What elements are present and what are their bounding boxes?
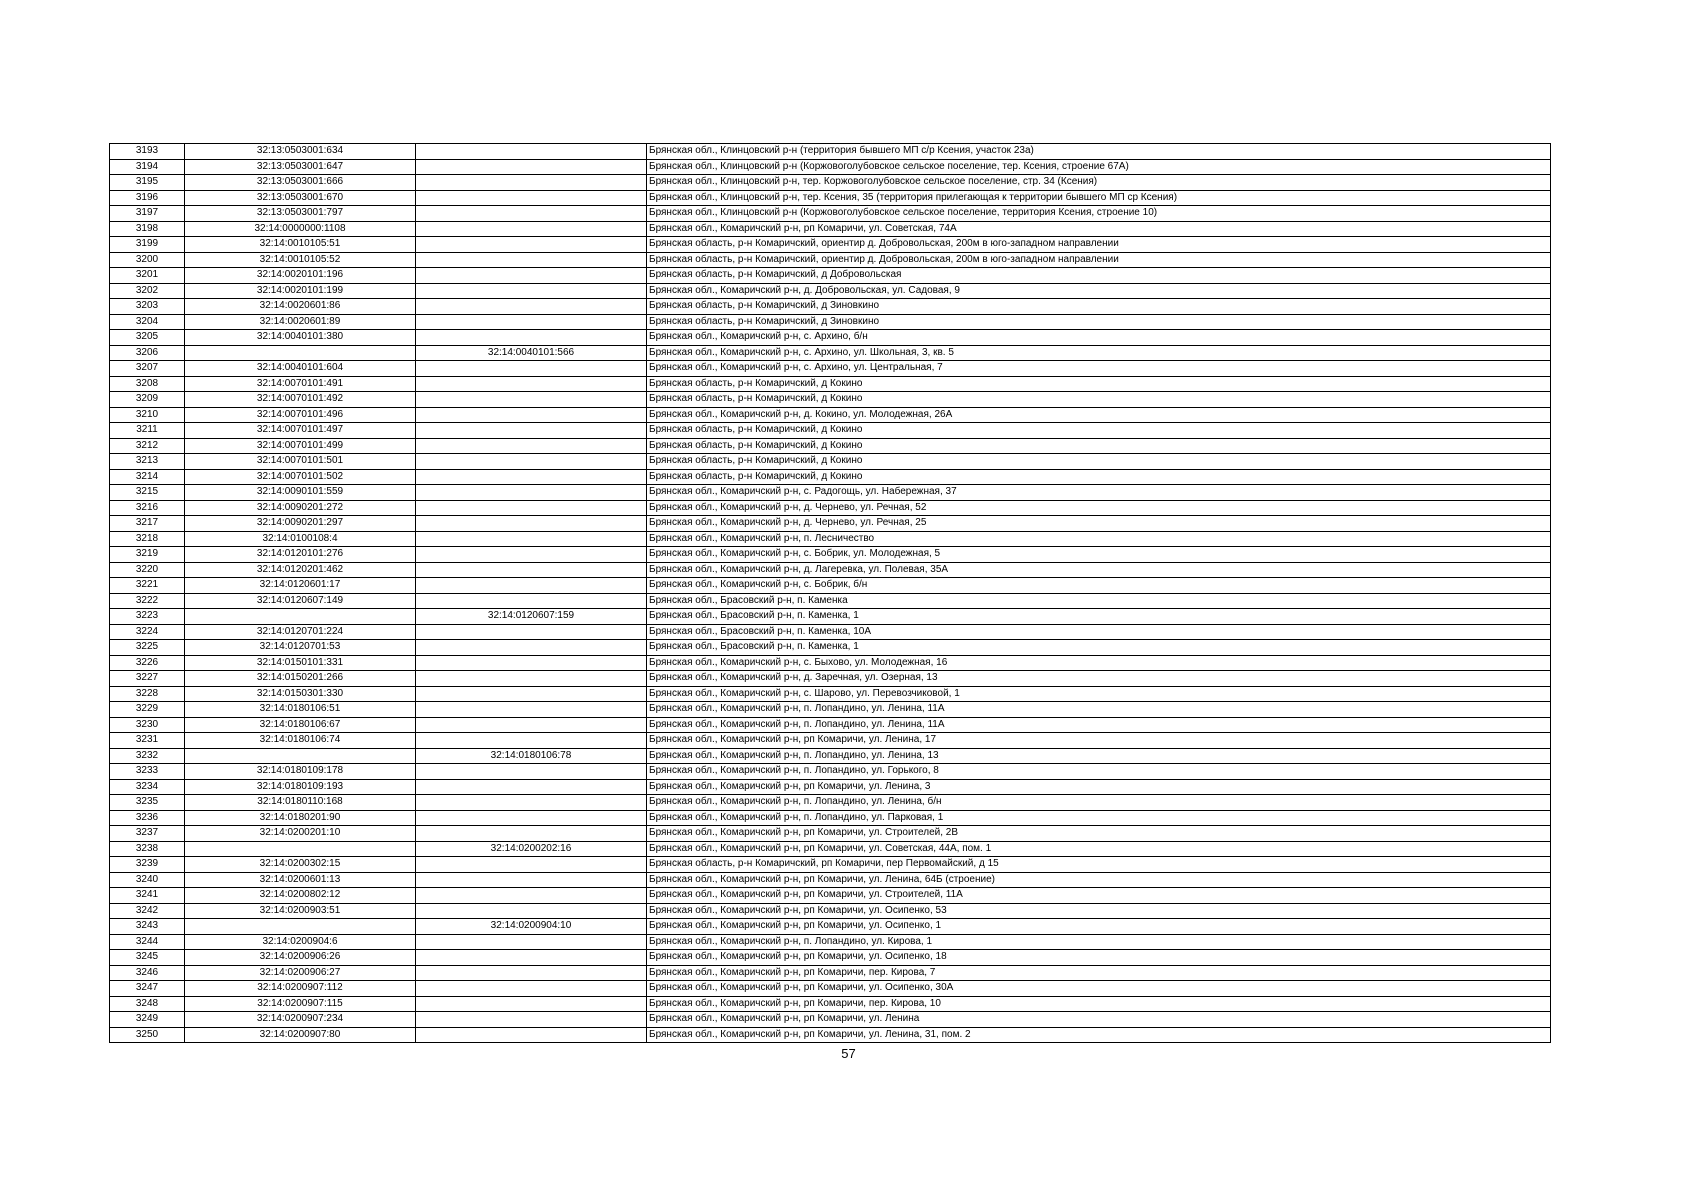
cadastral-number-alt-cell <box>416 717 647 733</box>
row-number-cell: 3213 <box>110 454 185 470</box>
address-cell: Брянская обл., Комаричский р-н, п. Лопандино, ул. Ленина, б/н <box>647 795 1551 811</box>
cadastral-number-cell: 32:14:0120701:53 <box>185 640 416 656</box>
address-cell: Брянская область, р-н Комаричский, д Кокино <box>647 423 1551 439</box>
address-cell: Брянская обл., Комаричский р-н, с. Архино, б/н <box>647 330 1551 346</box>
table-row <box>110 624 1551 640</box>
table-row <box>110 206 1551 222</box>
row-number-cell: 3205 <box>110 330 185 346</box>
row-number-cell: 3214 <box>110 469 185 485</box>
table-row <box>110 764 1551 780</box>
cadastral-number-cell: 32:14:0020101:199 <box>185 283 416 299</box>
cadastral-number-alt-cell <box>416 376 647 392</box>
cadastral-number-alt-cell <box>416 330 647 346</box>
cadastral-number-cell: 32:14:0200907:115 <box>185 996 416 1012</box>
address-cell: Брянская обл., Комаричский р-н, рп Комаричи, ул. Ленина, 31, пом. 2 <box>647 1027 1551 1043</box>
row-number-cell: 3246 <box>110 965 185 981</box>
address-cell: Брянская обл., Комаричский р-н, п. Лопандино, ул. Ленина, 11А <box>647 702 1551 718</box>
row-number-cell: 3249 <box>110 1012 185 1028</box>
cadastral-number-cell: 32:14:0200802:12 <box>185 888 416 904</box>
cadastral-number-alt-cell <box>416 578 647 594</box>
address-cell: Брянская область, р-н Комаричский, д Кокино <box>647 392 1551 408</box>
address-cell: Брянская область, р-н Комаричский, ориентир д. Добровольская, 200м в юго-западном направлении <box>647 237 1551 253</box>
table-row <box>110 593 1551 609</box>
cadastral-number-alt-cell <box>416 516 647 532</box>
cadastral-number-alt-cell <box>416 314 647 330</box>
address-cell: Брянская обл., Комаричский р-н, д. Чернево, ул. Речная, 25 <box>647 516 1551 532</box>
cadastral-number-alt-cell <box>416 237 647 253</box>
table-row <box>110 376 1551 392</box>
cadastral-number-alt-cell <box>416 190 647 206</box>
address-cell: Брянская обл., Комаричский р-н, д. Лагеревка, ул. Полевая, 35А <box>647 562 1551 578</box>
address-cell: Брянская обл., Комаричский р-н, рп Комаричи, ул. Ленина, 17 <box>647 733 1551 749</box>
cadastral-number-alt-cell <box>416 826 647 842</box>
address-cell: Брянская обл., Комаричский р-н, с. Бобрик, б/н <box>647 578 1551 594</box>
row-number-cell: 3195 <box>110 175 185 191</box>
address-cell: Брянская область, р-н Комаричский, д Кокино <box>647 376 1551 392</box>
table-row <box>110 950 1551 966</box>
address-cell: Брянская обл., Брасовский р-н, п. Каменка, 1 <box>647 609 1551 625</box>
table-row <box>110 283 1551 299</box>
cadastral-number-alt-cell <box>416 361 647 377</box>
cadastral-number-cell: 32:14:0180201:90 <box>185 810 416 826</box>
cadastral-number-alt-cell: 32:14:0200904:10 <box>416 919 647 935</box>
cadastral-number-cell: 32:14:0120701:224 <box>185 624 416 640</box>
cadastral-number-cell: 32:14:0020601:89 <box>185 314 416 330</box>
cadastral-number-alt-cell <box>416 144 647 160</box>
table-row <box>110 547 1551 563</box>
row-number-cell: 3210 <box>110 407 185 423</box>
address-cell: Брянская область, р-н Комаричский, д Зиновкино <box>647 299 1551 315</box>
cadastral-number-cell: 32:14:0200903:51 <box>185 903 416 919</box>
table-row <box>110 190 1551 206</box>
row-number-cell: 3209 <box>110 392 185 408</box>
cadastral-number-alt-cell: 32:14:0200202:16 <box>416 841 647 857</box>
table-row <box>110 640 1551 656</box>
cadastral-number-cell: 32:14:0150201:266 <box>185 671 416 687</box>
address-cell: Брянская обл., Комаричский р-н, рп Комаричи, ул. Строителей, 2В <box>647 826 1551 842</box>
address-cell: Брянская обл., Брасовский р-н, п. Каменка <box>647 593 1551 609</box>
table-row <box>110 423 1551 439</box>
cadastral-number-alt-cell <box>416 1012 647 1028</box>
cadastral-number-cell: 32:14:0010105:52 <box>185 252 416 268</box>
row-number-cell: 3221 <box>110 578 185 594</box>
cadastral-number-cell: 32:14:0070101:497 <box>185 423 416 439</box>
table-row <box>110 438 1551 454</box>
row-number-cell: 3228 <box>110 686 185 702</box>
cadastral-number-cell: 32:14:0020101:196 <box>185 268 416 284</box>
table-row <box>110 407 1551 423</box>
cadastral-number-alt-cell <box>416 996 647 1012</box>
cadastral-number-cell: 32:14:0000000:1108 <box>185 221 416 237</box>
cadastral-number-alt-cell <box>416 671 647 687</box>
cadastral-number-alt-cell <box>416 175 647 191</box>
address-cell: Брянская обл., Комаричский р-н, рп Комаричи, пер. Кирова, 10 <box>647 996 1551 1012</box>
cadastral-number-alt-cell <box>416 888 647 904</box>
row-number-cell: 3218 <box>110 531 185 547</box>
table-row <box>110 237 1551 253</box>
address-cell: Брянская обл., Комаричский р-н, рп Комаричи, ул. Осипенко, 53 <box>647 903 1551 919</box>
cadastral-number-cell: 32:14:0090201:272 <box>185 500 416 516</box>
table-row <box>110 1027 1551 1043</box>
table-row <box>110 981 1551 997</box>
cadastral-number-cell: 32:13:0503001:797 <box>185 206 416 222</box>
row-number-cell: 3220 <box>110 562 185 578</box>
cadastral-number-alt-cell <box>416 485 647 501</box>
row-number-cell: 3229 <box>110 702 185 718</box>
cadastral-number-cell: 32:14:0070101:492 <box>185 392 416 408</box>
row-number-cell: 3225 <box>110 640 185 656</box>
table-row <box>110 299 1551 315</box>
cadastral-number-alt-cell <box>416 299 647 315</box>
cadastral-number-cell: 32:14:0120601:17 <box>185 578 416 594</box>
table-row <box>110 779 1551 795</box>
registry-table-body <box>110 144 1551 1043</box>
address-cell: Брянская обл., Комаричский р-н, п. Лопандино, ул. Ленина, 13 <box>647 748 1551 764</box>
address-cell: Брянская обл., Комаричский р-н, рп Комаричи, ул. Советская, 44А, пом. 1 <box>647 841 1551 857</box>
row-number-cell: 3240 <box>110 872 185 888</box>
address-cell: Брянская обл., Комаричский р-н, д. Чернево, ул. Речная, 52 <box>647 500 1551 516</box>
cadastral-number-cell <box>185 748 416 764</box>
cadastral-number-cell <box>185 841 416 857</box>
row-number-cell: 3203 <box>110 299 185 315</box>
table-row <box>110 485 1551 501</box>
cadastral-number-cell: 32:14:0010105:51 <box>185 237 416 253</box>
address-cell: Брянская обл., Клинцовский р-н, тер. Ксения, 35 (территория прилегающая к территории бывшего МП ср Ксения) <box>647 190 1551 206</box>
table-row <box>110 516 1551 532</box>
table-row <box>110 268 1551 284</box>
cadastral-number-alt-cell <box>416 593 647 609</box>
row-number-cell: 3243 <box>110 919 185 935</box>
address-cell: Брянская обл., Комаричский р-н, с. Бобрик, ул. Молодежная, 5 <box>647 547 1551 563</box>
row-number-cell: 3198 <box>110 221 185 237</box>
cadastral-number-alt-cell <box>416 733 647 749</box>
table-row <box>110 175 1551 191</box>
table-row <box>110 469 1551 485</box>
row-number-cell: 3235 <box>110 795 185 811</box>
row-number-cell: 3242 <box>110 903 185 919</box>
address-cell: Брянская обл., Комаричский р-н, рп Комаричи, ул. Строителей, 11А <box>647 888 1551 904</box>
row-number-cell: 3234 <box>110 779 185 795</box>
row-number-cell: 3217 <box>110 516 185 532</box>
address-cell: Брянская обл., Комаричский р-н, п. Лопандино, ул. Горького, 8 <box>647 764 1551 780</box>
cadastral-number-cell: 32:14:0070101:501 <box>185 454 416 470</box>
cadastral-number-cell: 32:14:0180109:193 <box>185 779 416 795</box>
cadastral-number-alt-cell <box>416 764 647 780</box>
cadastral-number-alt-cell <box>416 872 647 888</box>
address-cell: Брянская обл., Комаричский р-н, рп Комаричи, ул. Советская, 74А <box>647 221 1551 237</box>
address-cell: Брянская обл., Комаричский р-н, рп Комаричи, ул. Ленина, 64Б (строение) <box>647 872 1551 888</box>
table-row <box>110 1012 1551 1028</box>
address-cell: Брянская обл., Комаричский р-н, с. Шарово, ул. Перевозчиковой, 1 <box>647 686 1551 702</box>
cadastral-number-alt-cell <box>416 531 647 547</box>
row-number-cell: 3250 <box>110 1027 185 1043</box>
address-cell: Брянская область, р-н Комаричский, д Кокино <box>647 454 1551 470</box>
cadastral-number-cell: 32:14:0150101:331 <box>185 655 416 671</box>
row-number-cell: 3244 <box>110 934 185 950</box>
address-cell: Брянская обл., Комаричский р-н, с. Архино, ул. Школьная, 3, кв. 5 <box>647 345 1551 361</box>
cadastral-number-alt-cell <box>416 702 647 718</box>
cadastral-number-cell: 32:14:0180109:178 <box>185 764 416 780</box>
address-cell: Брянская область, р-н Комаричский, д Зиновкино <box>647 314 1551 330</box>
cadastral-number-cell: 32:14:0200904:6 <box>185 934 416 950</box>
cadastral-number-alt-cell: 32:14:0180106:78 <box>416 748 647 764</box>
table-row <box>110 733 1551 749</box>
row-number-cell: 3233 <box>110 764 185 780</box>
row-number-cell: 3215 <box>110 485 185 501</box>
cadastral-number-cell: 32:14:0070101:499 <box>185 438 416 454</box>
table-row <box>110 748 1551 764</box>
address-cell: Брянская обл., Клинцовский р-н (Коржовоголубовское сельское поселение, территория Ксения, строение 10) <box>647 206 1551 222</box>
row-number-cell: 3211 <box>110 423 185 439</box>
cadastral-number-cell <box>185 919 416 935</box>
cadastral-number-cell: 32:14:0200906:26 <box>185 950 416 966</box>
row-number-cell: 3245 <box>110 950 185 966</box>
table-row <box>110 965 1551 981</box>
table-row <box>110 702 1551 718</box>
address-cell: Брянская обл., Комаричский р-н, д. Заречная, ул. Озерная, 13 <box>647 671 1551 687</box>
table-row <box>110 919 1551 935</box>
cadastral-number-alt-cell <box>416 547 647 563</box>
table-row <box>110 841 1551 857</box>
address-cell: Брянская обл., Клинцовский р-н (Коржовоголубовское сельское поселение, тер. Ксения, строение 67А) <box>647 159 1551 175</box>
cadastral-number-alt-cell <box>416 857 647 873</box>
cadastral-number-cell: 32:14:0180110:168 <box>185 795 416 811</box>
row-number-cell: 3200 <box>110 252 185 268</box>
row-number-cell: 3239 <box>110 857 185 873</box>
cadastral-number-cell: 32:14:0100108:4 <box>185 531 416 547</box>
table-row <box>110 826 1551 842</box>
row-number-cell: 3230 <box>110 717 185 733</box>
cadastral-number-cell: 32:14:0090201:297 <box>185 516 416 532</box>
address-cell: Брянская область, р-н Комаричский, д Кокино <box>647 438 1551 454</box>
table-row <box>110 934 1551 950</box>
cadastral-number-cell: 32:14:0090101:559 <box>185 485 416 501</box>
row-number-cell: 3231 <box>110 733 185 749</box>
table-row <box>110 361 1551 377</box>
row-number-cell: 3238 <box>110 841 185 857</box>
cadastral-number-cell: 32:14:0180106:74 <box>185 733 416 749</box>
table-row <box>110 857 1551 873</box>
table-row <box>110 903 1551 919</box>
address-cell: Брянская обл., Комаричский р-н, рп Комаричи, ул. Ленина, 3 <box>647 779 1551 795</box>
cadastral-number-cell: 32:14:0040101:380 <box>185 330 416 346</box>
cadastral-number-cell: 32:14:0200907:234 <box>185 1012 416 1028</box>
cadastral-number-alt-cell <box>416 438 647 454</box>
row-number-cell: 3247 <box>110 981 185 997</box>
cadastral-number-cell: 32:14:0180106:67 <box>185 717 416 733</box>
cadastral-number-alt-cell <box>416 206 647 222</box>
table-row <box>110 671 1551 687</box>
address-cell: Брянская обл., Комаричский р-н, д. Добровольская, ул. Садовая, 9 <box>647 283 1551 299</box>
table-row <box>110 330 1551 346</box>
table-row <box>110 345 1551 361</box>
cadastral-number-cell: 32:14:0120101:276 <box>185 547 416 563</box>
table-row <box>110 795 1551 811</box>
cadastral-number-alt-cell: 32:14:0040101:566 <box>416 345 647 361</box>
address-cell: Брянская обл., Комаричский р-н, п. Лесничество <box>647 531 1551 547</box>
cadastral-number-cell: 32:14:0070101:502 <box>185 469 416 485</box>
row-number-cell: 3206 <box>110 345 185 361</box>
table-row <box>110 655 1551 671</box>
table-row <box>110 531 1551 547</box>
cadastral-number-alt-cell <box>416 423 647 439</box>
cadastral-number-cell: 32:13:0503001:670 <box>185 190 416 206</box>
row-number-cell: 3224 <box>110 624 185 640</box>
row-number-cell: 3207 <box>110 361 185 377</box>
cadastral-number-cell: 32:14:0200906:27 <box>185 965 416 981</box>
row-number-cell: 3208 <box>110 376 185 392</box>
table-row <box>110 221 1551 237</box>
table-row <box>110 578 1551 594</box>
table-row <box>110 609 1551 625</box>
cadastral-number-alt-cell <box>416 965 647 981</box>
table-row <box>110 562 1551 578</box>
row-number-cell: 3194 <box>110 159 185 175</box>
address-cell: Брянская обл., Комаричский р-н, п. Лопандино, ул. Парковая, 1 <box>647 810 1551 826</box>
address-cell: Брянская обл., Комаричский р-н, с. Радогощь, ул. Набережная, 37 <box>647 485 1551 501</box>
row-number-cell: 3232 <box>110 748 185 764</box>
address-cell: Брянская обл., Комаричский р-н, рп Комаричи, ул. Ленина <box>647 1012 1551 1028</box>
table-row <box>110 454 1551 470</box>
cadastral-number-alt-cell <box>416 454 647 470</box>
table-row <box>110 252 1551 268</box>
cadastral-number-alt-cell <box>416 981 647 997</box>
row-number-cell: 3201 <box>110 268 185 284</box>
row-number-cell: 3223 <box>110 609 185 625</box>
row-number-cell: 3193 <box>110 144 185 160</box>
cadastral-number-alt-cell <box>416 283 647 299</box>
cadastral-number-alt-cell <box>416 934 647 950</box>
cadastral-number-cell: 32:14:0200201:10 <box>185 826 416 842</box>
address-cell: Брянская обл., Комаричский р-н, рп Комаричи, ул. Осипенко, 30А <box>647 981 1551 997</box>
cadastral-number-alt-cell <box>416 1027 647 1043</box>
table-row <box>110 717 1551 733</box>
cadastral-number-alt-cell <box>416 686 647 702</box>
cadastral-number-alt-cell <box>416 562 647 578</box>
cadastral-number-alt-cell <box>416 640 647 656</box>
cadastral-number-alt-cell <box>416 159 647 175</box>
table-row <box>110 686 1551 702</box>
table-row <box>110 159 1551 175</box>
cadastral-number-alt-cell <box>416 655 647 671</box>
row-number-cell: 3216 <box>110 500 185 516</box>
cadastral-number-alt-cell <box>416 252 647 268</box>
cadastral-number-alt-cell <box>416 779 647 795</box>
cadastral-number-alt-cell: 32:14:0120607:159 <box>416 609 647 625</box>
address-cell: Брянская обл., Комаричский р-н, д. Кокино, ул. Молодежная, 26А <box>647 407 1551 423</box>
table-row <box>110 392 1551 408</box>
cadastral-number-alt-cell <box>416 903 647 919</box>
row-number-cell: 3241 <box>110 888 185 904</box>
page-number: 57 <box>841 1046 856 1061</box>
row-number-cell: 3236 <box>110 810 185 826</box>
registry-table <box>109 143 1551 1043</box>
address-cell: Брянская обл., Комаричский р-н, п. Лопандино, ул. Ленина, 11А <box>647 717 1551 733</box>
row-number-cell: 3196 <box>110 190 185 206</box>
table-row <box>110 888 1551 904</box>
cadastral-number-cell: 32:14:0200907:80 <box>185 1027 416 1043</box>
row-number-cell: 3202 <box>110 283 185 299</box>
table-row <box>110 314 1551 330</box>
address-cell: Брянская область, р-н Комаричский, д Добровольская <box>647 268 1551 284</box>
row-number-cell: 3219 <box>110 547 185 563</box>
address-cell: Брянская обл., Брасовский р-н, п. Каменка, 10А <box>647 624 1551 640</box>
cadastral-number-cell: 32:14:0020601:86 <box>185 299 416 315</box>
cadastral-number-cell: 32:14:0200907:112 <box>185 981 416 997</box>
cadastral-number-cell: 32:14:0040101:604 <box>185 361 416 377</box>
cadastral-number-alt-cell <box>416 500 647 516</box>
table-row <box>110 500 1551 516</box>
cadastral-number-cell <box>185 345 416 361</box>
row-number-cell: 3248 <box>110 996 185 1012</box>
cadastral-number-alt-cell <box>416 392 647 408</box>
cadastral-number-alt-cell <box>416 810 647 826</box>
address-cell: Брянская обл., Брасовский р-н, п. Каменка, 1 <box>647 640 1551 656</box>
address-cell: Брянская обл., Комаричский р-н, рп Комаричи, ул. Осипенко, 18 <box>647 950 1551 966</box>
row-number-cell: 3212 <box>110 438 185 454</box>
cadastral-number-cell: 32:14:0200601:13 <box>185 872 416 888</box>
address-cell: Брянская область, р-н Комаричский, д Кокино <box>647 469 1551 485</box>
cadastral-number-cell: 32:14:0120201:462 <box>185 562 416 578</box>
table-row <box>110 810 1551 826</box>
cadastral-number-cell: 32:14:0070101:491 <box>185 376 416 392</box>
cadastral-number-cell: 32:14:0120607:149 <box>185 593 416 609</box>
address-cell: Брянская обл., Клинцовский р-н (территория бывшего МП с/р Ксения, участок 23а) <box>647 144 1551 160</box>
cadastral-number-cell: 32:13:0503001:647 <box>185 159 416 175</box>
address-cell: Брянская обл., Комаричский р-н, с. Архино, ул. Центральная, 7 <box>647 361 1551 377</box>
address-cell: Брянская обл., Комаричский р-н, п. Лопандино, ул. Кирова, 1 <box>647 934 1551 950</box>
table-row <box>110 144 1551 160</box>
address-cell: Брянская обл., Комаричский р-н, с. Быхово, ул. Молодежная, 16 <box>647 655 1551 671</box>
cadastral-number-alt-cell <box>416 407 647 423</box>
address-cell: Брянская область, р-н Комаричский, рп Комаричи, пер Первомайский, д 15 <box>647 857 1551 873</box>
row-number-cell: 3226 <box>110 655 185 671</box>
cadastral-number-alt-cell <box>416 624 647 640</box>
table-row <box>110 872 1551 888</box>
cadastral-number-cell: 32:14:0070101:496 <box>185 407 416 423</box>
address-cell: Брянская обл., Комаричский р-н, рп Комаричи, ул. Осипенко, 1 <box>647 919 1551 935</box>
cadastral-number-cell: 32:14:0180106:51 <box>185 702 416 718</box>
row-number-cell: 3222 <box>110 593 185 609</box>
table-row <box>110 996 1551 1012</box>
address-cell: Брянская область, р-н Комаричский, ориентир д. Добровольская, 200м в юго-западном направлении <box>647 252 1551 268</box>
cadastral-number-cell: 32:13:0503001:634 <box>185 144 416 160</box>
address-cell: Брянская обл., Комаричский р-н, рп Комаричи, пер. Кирова, 7 <box>647 965 1551 981</box>
address-cell: Брянская обл., Клинцовский р-н, тер. Коржовоголубовское сельское поселение, стр. 34 (Ксения) <box>647 175 1551 191</box>
cadastral-number-alt-cell <box>416 469 647 485</box>
cadastral-number-cell: 32:13:0503001:666 <box>185 175 416 191</box>
row-number-cell: 3204 <box>110 314 185 330</box>
cadastral-number-alt-cell <box>416 268 647 284</box>
row-number-cell: 3199 <box>110 237 185 253</box>
cadastral-number-alt-cell <box>416 221 647 237</box>
row-number-cell: 3237 <box>110 826 185 842</box>
cadastral-number-cell: 32:14:0150301:330 <box>185 686 416 702</box>
cadastral-number-alt-cell <box>416 950 647 966</box>
row-number-cell: 3197 <box>110 206 185 222</box>
cadastral-number-cell <box>185 609 416 625</box>
cadastral-number-cell: 32:14:0200302:15 <box>185 857 416 873</box>
row-number-cell: 3227 <box>110 671 185 687</box>
cadastral-number-alt-cell <box>416 795 647 811</box>
